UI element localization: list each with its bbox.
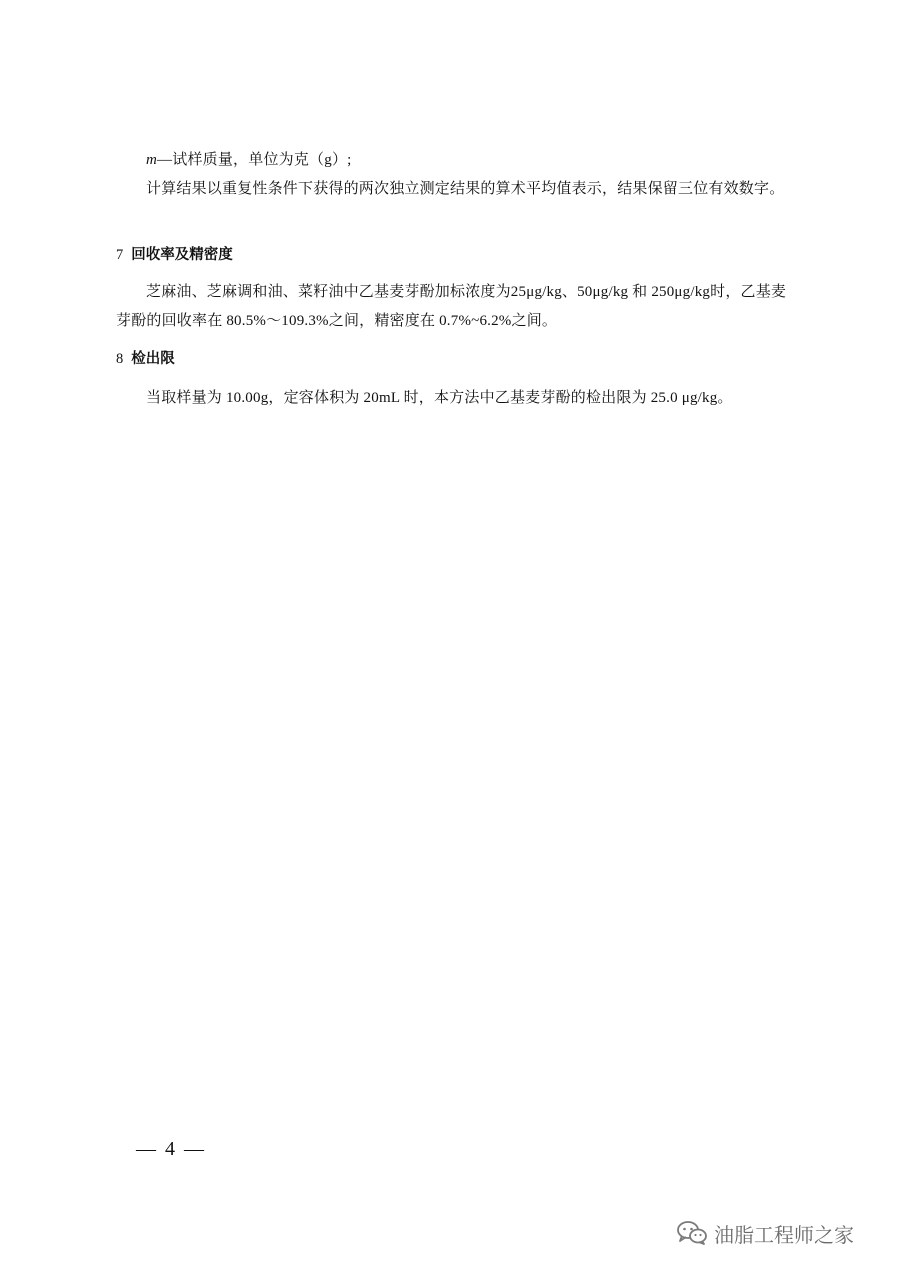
- page-number: — 4 —: [136, 1138, 206, 1160]
- watermark: [676, 1218, 854, 1248]
- watermark-text: 油脂工程师之家: [714, 1222, 854, 1247]
- section-7-body: 芝麻油、芝麻调和油、菜籽油中乙基麦芽酚加标浓度为25μg/kg、50μg/kg 和 250μg/kg时，乙基麦芽酚的回收率在 80.5%～109.3%之间，精密度在 0.7%~6.2%之间。: [116, 284, 787, 329]
- wechat-icon: [676, 1220, 708, 1246]
- calculation-note: 计算结果以重复性条件下获得的两次独立测定结果的算术平均值表示，结果保留三位有效数字。: [146, 181, 785, 197]
- section-8-body: 当取样量为 10.00g，定容体积为 20mL 时，本方法中乙基麦芽酚的检出限为 25.0 μg/kg。: [146, 390, 733, 406]
- section-7-number: 7: [116, 247, 124, 263]
- variable-symbol: m: [146, 152, 158, 168]
- section-8-title: 检出限: [131, 351, 175, 367]
- variable-description: —试样质量，单位为克（g）;: [157, 152, 352, 168]
- section-8-number: 8: [116, 351, 124, 367]
- section-7-heading: [116, 244, 233, 266]
- section-7-title: 回收率及精密度: [131, 247, 233, 263]
- section-8-heading: [116, 348, 175, 370]
- variable-definition: [116, 146, 788, 175]
